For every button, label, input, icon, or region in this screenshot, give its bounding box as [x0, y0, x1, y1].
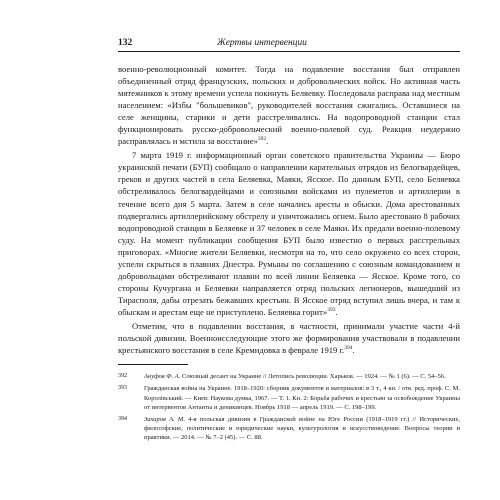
- paragraph: 7 марта 1919 г. информационный орган советского правительства Украины — Бюро украинской печати (БУП) сообщало о направлении карательных отрядов из белогвардейцев, греков и других частей в села Беляевка, Маяки, Ясское. По данным БУП, село Беляевка обстреливалось белогвардейцами и союзными войсками из пулеметов и артиллерии в течение всего дня 5 марта. Затем в селе начались аресты и обыски. Дома арестованных подвергались артиллерийскому обстрелу и уничтожались огнем. Было арестовано 8 рабочих водопроводной станции в Беляевке и 37 человек в селе Маяки. Их предали военно-полевому суду. На момент публикации сообщения БУП было известно о первых расстрельных приговорах. «Многие жители Беляевки, несмотря на то, что село окружено со всех сторон, успели скрыться в плавнях Днестра. Румыны по соглашению с союзным командованием и добровольцами обстреливают плавни по всей линии Беляевка — Ясское. Кроме того, со стороны Кучургана и Беляевки направляется отряд польских легионеров, вышедший из Тирасполя, дабы отрезать бежавших крестьян. В Ясское отряд вступил лишь вчера, и там к обыскам и арестам еще не приступлено. Беляевка горит»$^{393}$.: [118, 150, 460, 317]
- footnote-number: 394: [118, 415, 127, 422]
- paragraph: военно-революционный комитет. Тогда на подавление восстания был отправлен объединенный отряд французских, польских и добровольческих войск. Но активная часть мятежников к этому времени успела покинуть Беляевку. Последовала расправа над местным населением: «Избы "большевиков", руководителей восстания сжигались. Оставшиеся на селе женщины, старики и дети расстреливались. На водопроводной станции стал функционировать русско-добровольческий военно-полевой суд. Реакция неудержно расправлялась и мстила за восстание»$^{392}$.: [118, 64, 460, 147]
- page-header: [118, 37, 460, 52]
- paragraph: Отметим, что в подавлении восстания, в частности, принимали участие части 4-й польской дивизии. Военноисследующие этого же формирования участвовали в подавлении крестьянского восстания в селе Кремидовка в феврале 1919 г.$^{394}$.: [118, 320, 460, 356]
- footnote-ref[interactable]: 393: [327, 307, 336, 314]
- running-title: Жертвы интервенции: [217, 38, 307, 48]
- footnote-number: 393: [118, 385, 127, 392]
- paragraph-text: военно-революционный комитет. Тогда на подавление восстания был отправлен объединенный отряд французских, польских и добровольческих войск. Но активная часть мятежников к этому времени успела покинуть Беляевку. Последовала расправа над местным населением: «Избы "большевиков", руководителей восстания сжигались. Оставшиеся на селе женщины, старики и дети расстреливались. На водопроводной станции стал функционировать русско-добровольческий военно-полевой суд. Реакция неудержно расправлялась и мстила за восстание»: [118, 64, 460, 147]
- paragraph-text: 7 марта 1919 г. информационный орган советского правительства Украины — Бюро украинской печати (БУП) сообщало о направлении карательных отрядов из белогвардейцев, греков и других частей в села Беляевка, Маяки, Ясское. По данным БУП, село Беляевка обстреливалось белогвардейцами и союзными войсками из пулеметов и артиллерии в течение всего дня 5 марта. Затем в селе начались аресты и обыски. Дома арестованных подвергались артиллерийскому обстрелу и уничтожались огнем. Было арестовано 8 рабочих водопроводной станции в Беляевке и 37 человек в селе Маяки. Их предали военно-полевому суду. На момент публикации сообщения БУП было известно о первых расстрельных приговорах. «Многие жители Беляевки, несмотря на то, что село окружено со всех сторон, успели скрыться в плавнях Днестра. Румыны по соглашению с союзным командованием и добровольцами обстреливают плавни по всей линии Беляевка — Ясское. Кроме того, со стороны Кучургана и Беляевки направляется отряд польских легионеров, вышедший из Тирасполя, дабы отрезать бежавших крестьян. В Ясское отряд вступил лишь вчера, и там к обыскам и арестам еще не приступлено. Беляевка горит»: [118, 150, 460, 317]
- footnotes: [118, 372, 460, 442]
- footnote-ref[interactable]: 392: [257, 136, 267, 143]
- paragraph-text: Отметим, что в подавлении восстания, в частности, принимали участие части 4-й польской дивизии. Военноисследующие этого же формирования участвовали в подавлении крестьянского восстания в селе Кремидовка в феврале 1919 г.: [118, 320, 460, 356]
- page-number: 132: [118, 38, 133, 48]
- footnote-divider: [118, 364, 188, 365]
- footnote-text: 4-я польская дивизия в Гражданской войне на Юге России (1918–1919 гг.) // Исторические, философские, политические и юридические науки, культурология и искусствоведение. Вопросы теории и практики. — 2014. — № 7–2 (45). — С. 88.: [144, 415, 460, 442]
- footnote: [118, 384, 460, 412]
- footnote-text: Гражданская война на Украине. 1918–1920: сборник документов и материалов: в 3 т., 4 кн. / отв. ред. проф. С. М. Королівський. — Киев: Наукова думка, 1967. — Т. 1. Кн. 2: Борьба рабочих и крестьян за освобождение Украины от интервентов Антанты и деникинцев. Ноябрь 1918 — апрель 1919. — С. 198–199.: [144, 385, 460, 411]
- footnote: [118, 372, 460, 381]
- footnote-ref[interactable]: 394: [344, 345, 353, 352]
- main-text: [118, 63, 460, 356]
- footnote-number: 392: [118, 373, 127, 380]
- footnote-author: Ануфов Ф. А.: [144, 373, 181, 381]
- footnote-author: Захаров А. М.: [144, 415, 185, 423]
- footnote: [118, 415, 460, 443]
- footnote-text: Союзный десант на Украине // Летопись революции. Харьков. — 1924. — № 1 (6). — С. 54–56.: [182, 373, 446, 381]
